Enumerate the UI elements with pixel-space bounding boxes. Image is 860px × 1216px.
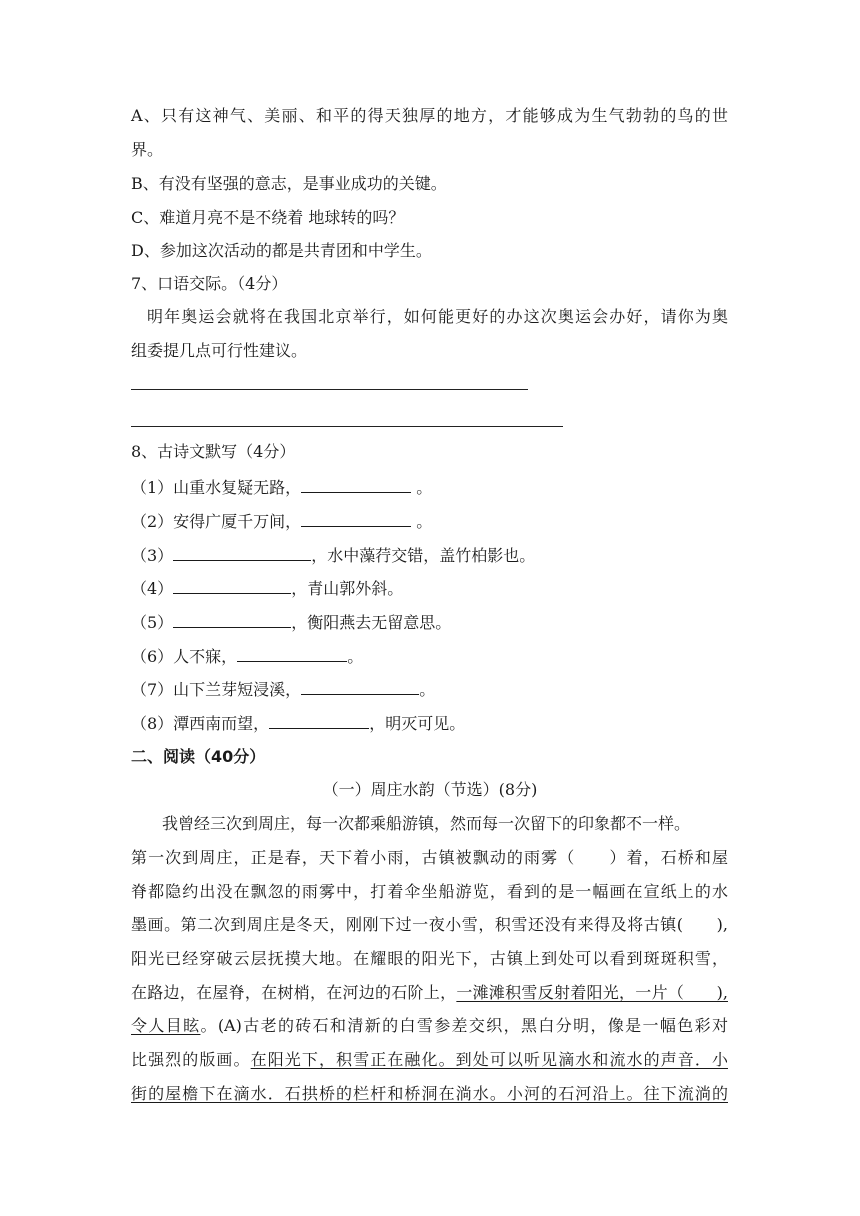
poem-item-prefix: （7）山下兰芽短浸溪， (131, 680, 302, 699)
passage-text: 比强烈的版画。 (131, 1050, 251, 1069)
poem-item-prefix: （4） (131, 579, 174, 598)
fill-blank[interactable] (237, 646, 347, 662)
poem-item-prefix: （3） (131, 546, 174, 565)
poem-item-2 (131, 511, 432, 531)
poem-item-suffix: ，衡阳燕去无留意思。 (291, 613, 452, 632)
option-a-line1: A、只有这神气、美丽、和平的得天独厚的地方，才能够成为生气勃勃的鸟的世 (131, 106, 728, 125)
option-d: D、参加这次活动的都是共青团和中学生。 (131, 241, 432, 260)
q7-body-line2: 组委提几点可行性建议。 (131, 341, 308, 360)
poem-item-prefix: （2）安得广厦千万间， (131, 512, 302, 531)
poem-item-suffix: 。 (411, 478, 433, 497)
underlined-sentence: 一滩滩积雪反射着阳光，一片（ ), (456, 983, 728, 1002)
passage-line-1: 我曾经三次到周庄，每一次都乘船游镇，然而每一次留下的印象都不一样。 (162, 814, 691, 833)
poem-item-1 (131, 477, 432, 497)
option-b: B、有没有坚强的意志，是事业成功的关键。 (131, 174, 447, 193)
fill-blank[interactable] (173, 545, 311, 561)
poem-item-prefix: （1）山重水复疑无路， (131, 478, 302, 497)
fill-blank[interactable] (301, 477, 411, 493)
poem-item-suffix: ，青山郭外斜。 (291, 579, 404, 598)
section-heading: 二、阅读（40分） (131, 747, 266, 766)
passage-line-2: 第一次到周庄，正是春，天下着小雨，古镇被飘动的雨雾（ ）着，石桥和屋 (131, 848, 728, 867)
underlined-sentence: 令人目眩 (131, 1016, 201, 1035)
poem-item-7 (131, 679, 435, 699)
option-c: C、难道月亮不是不绕着 地球转的吗？ (131, 208, 405, 227)
passage-text: 。(A)古老的砖石和清新的白雪参差交织，黑白分明，像是一幅色彩对 (200, 1016, 728, 1035)
poem-item-prefix: （6）人不寐， (131, 647, 238, 666)
passage-line-6 (131, 983, 728, 1003)
fill-blank[interactable] (269, 713, 369, 729)
poem-item-6 (131, 646, 363, 666)
poem-item-suffix: 。 (411, 512, 433, 531)
passage-line-7 (131, 1016, 728, 1036)
passage-line-3: 脊都隐约出没在飘忽的雨雾中，打着伞坐船游览，看到的是一幅画在宣纸上的水 (131, 882, 728, 901)
underlined-sentence: 在阳光下，积雪正在融化。到处可以听见滴水和流水的声音．小 (250, 1050, 728, 1069)
poem-item-suffix: 。 (347, 647, 364, 666)
fill-blank[interactable] (173, 578, 291, 594)
passage-text: 在路边，在屋脊，在树梢，在河边的石阶上， (131, 983, 457, 1002)
passage-line-8 (131, 1050, 728, 1070)
fill-blank[interactable] (173, 612, 291, 628)
passage-title: （一）周庄水韵（节选）(8分) (322, 780, 538, 799)
fill-blank[interactable] (301, 511, 411, 527)
q7-body-line1: 明年奥运会就将在我国北京举行，如何能更好的办这次奥运会办好，请你为奥 (147, 307, 728, 326)
q7-title: 7、口语交际。（4分） (131, 274, 288, 293)
poem-item-suffix: 。 (419, 680, 436, 699)
poem-item-prefix: （8）潭西南而望， (131, 714, 270, 733)
passage-line-5: 阳光已经穿破云层抚摸大地。在耀眼的阳光下，古镇上到处可以看到斑斑积雪， (131, 949, 728, 968)
q8-title: 8、古诗文默写（4分） (131, 442, 296, 461)
poem-item-suffix: ，水中藻荇交错，盖竹柏影也。 (311, 546, 536, 565)
passage-line-4: 墨画。第二次到周庄是冬天，刚刚下过一夜小雪，积雪还没有来得及将古镇( ), (131, 915, 728, 934)
option-a-line2: 界。 (131, 140, 164, 159)
poem-item-4 (131, 578, 403, 598)
poem-item-suffix: ，明灭可见。 (369, 714, 466, 733)
poem-item-prefix: （5） (131, 613, 174, 632)
answer-line-2[interactable] (131, 426, 563, 427)
poem-item-5 (131, 612, 451, 632)
passage-line-9: 街的屋檐下在滴水．石拱桥的栏杆和桥洞在淌水。小河的石河沿上。往下流淌的 (131, 1084, 728, 1103)
poem-item-8 (131, 713, 465, 733)
answer-line-1[interactable] (131, 389, 528, 390)
fill-blank[interactable] (301, 679, 419, 695)
poem-item-3 (131, 545, 535, 565)
